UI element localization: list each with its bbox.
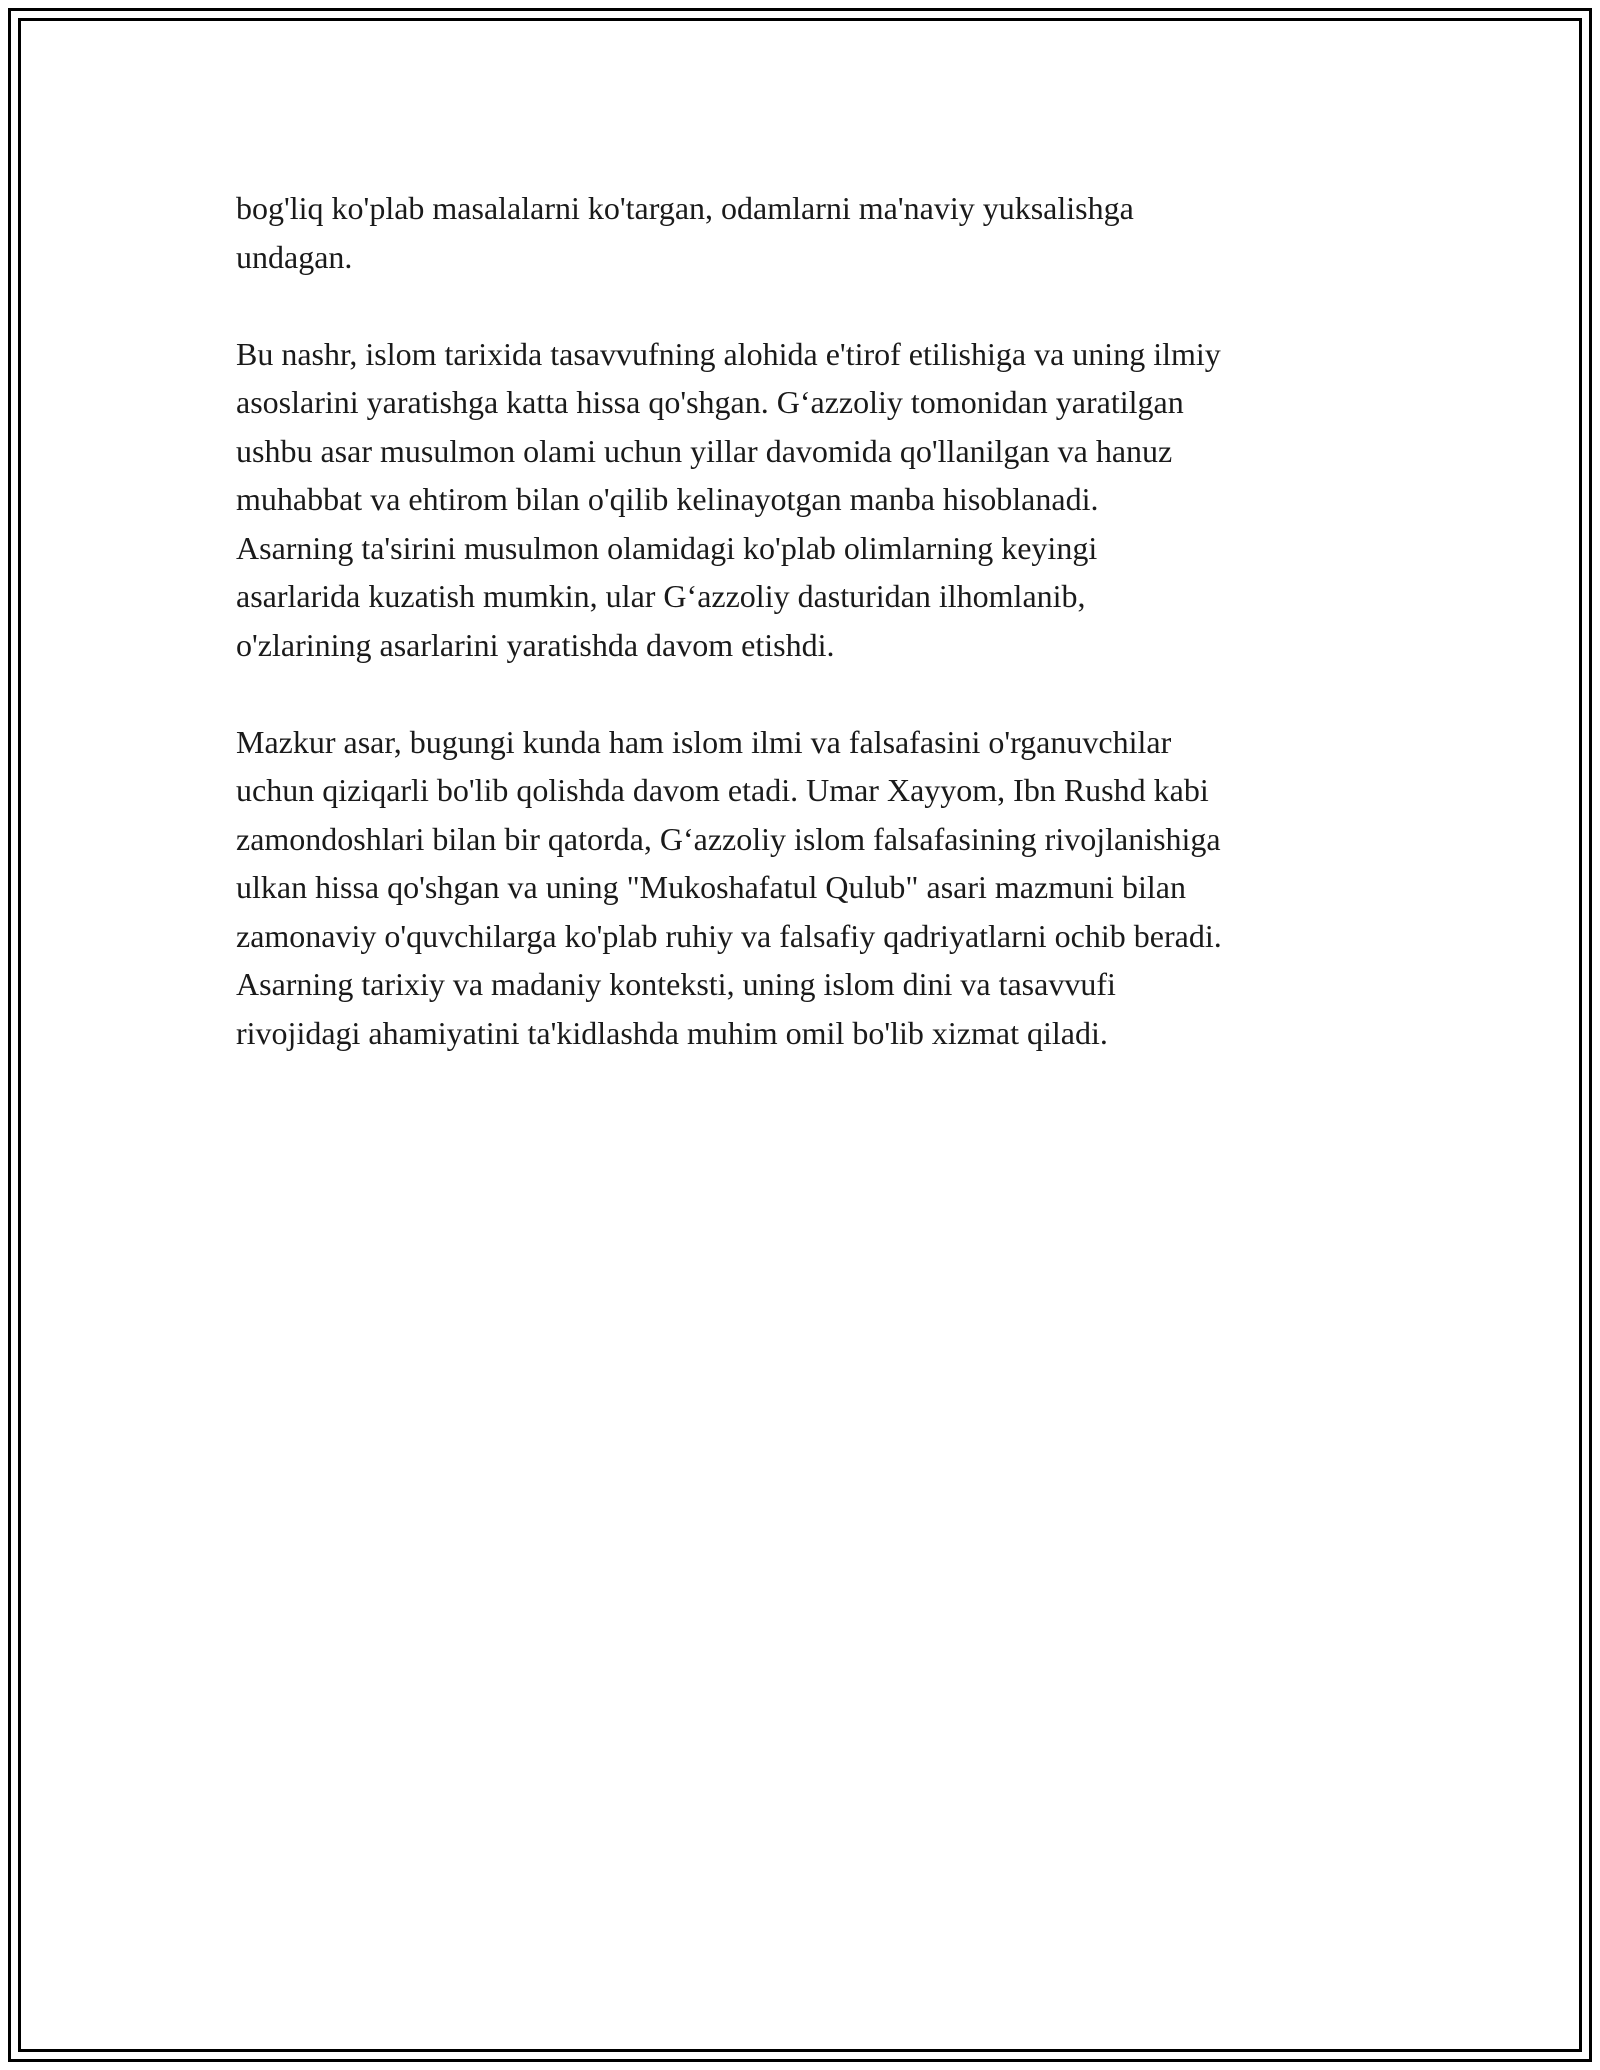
paragraph-1 — [236, 184, 1366, 281]
text-line: zamondoshlari bilan bir qatorda, G‘azzoliy islom falsafasining rivojlanishiga — [236, 820, 1221, 857]
text-line: Bu nashr, islom tarixida tasavvufning alohida e'tirof etilishiga va uning ilmiy — [236, 335, 1221, 372]
text-line: rivojidagi ahamiyatini ta'kidlashda muhim omil bo'lib xizmat qiladi. — [236, 1014, 1108, 1051]
document-body — [236, 184, 1366, 1106]
text-line: o'zlarining asarlarini yaratishda davom etishdi. — [236, 626, 835, 663]
text-line: ushbu asar musulmon olami uchun yillar davomida qo'llanilgan va hanuz — [236, 432, 1173, 469]
text-line: Asarning ta'sirini musulmon olamidagi ko'plab olimlarning keyingi — [236, 529, 1098, 566]
text-line: Mazkur asar, bugungi kunda ham islom ilmi va falsafasini o'rganuvchilar — [236, 723, 1172, 760]
text-line: asoslarini yaratishga katta hissa qo'shgan. G‘azzoliy tomonidan yaratilgan — [236, 384, 1184, 420]
paragraph-2 — [236, 330, 1366, 670]
text-line: uchun qiziqarli bo'lib qolishda davom etadi. Umar Xayyom, Ibn Rushd kabi — [236, 772, 1209, 808]
text-line: bog'liq ko'plab masalalarni ko'targan, odamlarni ma'naviy yuksalishga — [236, 190, 1134, 226]
paragraph-3 — [236, 718, 1366, 1058]
text-line: asarlarida kuzatish mumkin, ular G‘azzoliy dasturidan ilhomlanib, — [236, 578, 1086, 614]
text-line: undagan. — [236, 238, 353, 275]
text-line: Asarning tarixiy va madaniy konteksti, uning islom dini va tasavvufi — [236, 966, 1116, 1002]
text-line: zamonaviy o'quvchilarga ko'plab ruhiy va falsafiy qadriyatlarni ochib beradi. — [236, 917, 1222, 954]
text-line: muhabbat va ehtirom bilan o'qilib kelinayotgan manba hisoblanadi. — [236, 481, 1099, 517]
text-line: ulkan hissa qo'shgan va uning "Mukoshafatul Qulub" asari mazmuni bilan — [236, 869, 1186, 905]
